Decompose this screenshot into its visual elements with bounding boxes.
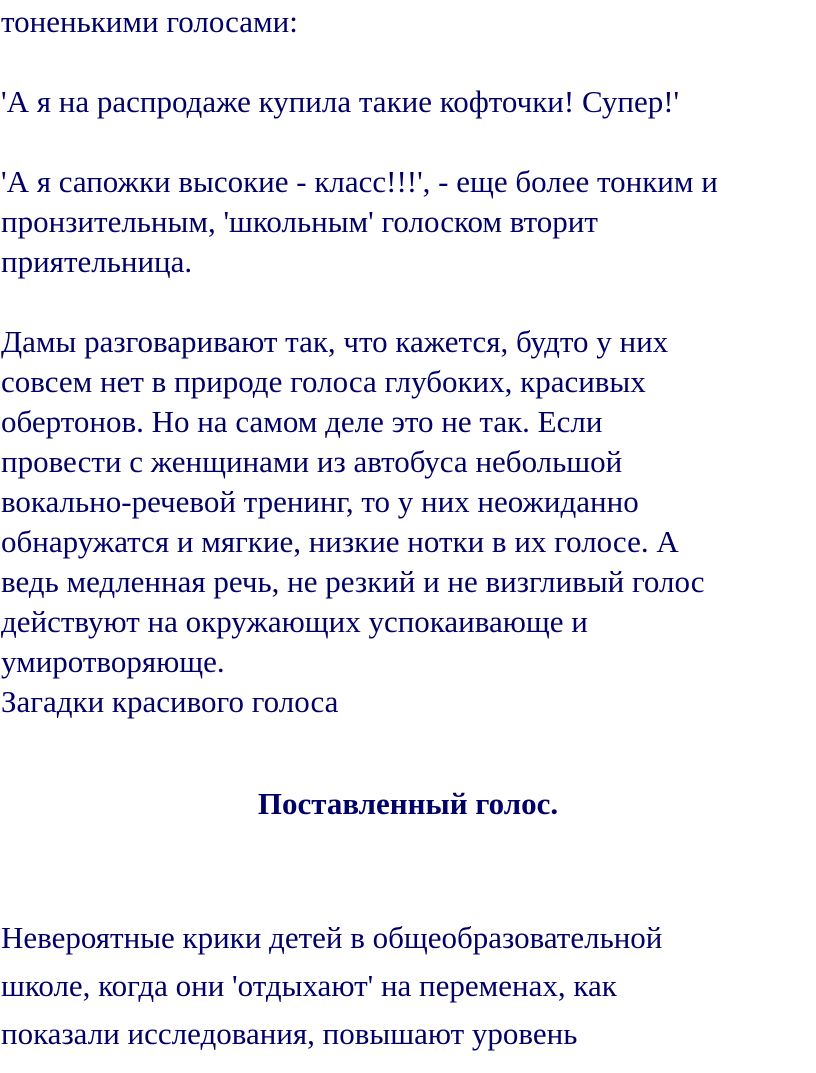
quote-2-line: приятельница. (1, 244, 193, 279)
paragraph-line: совсем нет в природе голоса глубоких, красивых (1, 364, 646, 399)
final-line: показали исследования, повышают уровень (1, 1016, 578, 1051)
paragraph-line: ведь медленная речь, не резкий и не визгливый голос (1, 564, 705, 599)
final-line: Невероятные крики детей в общеобразовательной (1, 920, 663, 955)
paragraph-line: провести с женщинами из автобуса небольшой (1, 444, 623, 479)
quote-2-line: 'А я сапожки высокие - класс!!!', - еще более тонким и (1, 164, 718, 199)
final-line: школе, когда они 'отдыхают' на переменах, как (1, 968, 617, 1003)
paragraph-line: умиротворяюще. (1, 644, 225, 679)
paragraph-line: обнаружатся и мягкие, низкие нотки в их голосе. А (1, 524, 679, 559)
lead-fragment: тоненькими голосами: (1, 4, 298, 39)
quote-1: 'А я на распродаже купила такие кофточки! Супер!' (1, 84, 680, 119)
section-link[interactable]: Загадки красивого голоса (1, 684, 339, 719)
paragraph-line: вокально-речевой тренинг, то у них неожиданно (1, 484, 639, 519)
paragraph-line: обертонов. Но на самом деле это не так. Если (1, 404, 603, 439)
quote-2-line: пронзительным, 'школьным' голоском вторит (1, 204, 598, 239)
paragraph-line: действуют на окружающих успокаивающе и (1, 604, 588, 639)
final-paragraph (1, 914, 813, 1058)
section-heading: Поставленный голос. (257, 786, 559, 821)
paragraph-line: Дамы разговаривают так, что кажется, будто у них (1, 324, 669, 359)
paragraph (1, 322, 813, 682)
quote-2 (1, 162, 813, 282)
